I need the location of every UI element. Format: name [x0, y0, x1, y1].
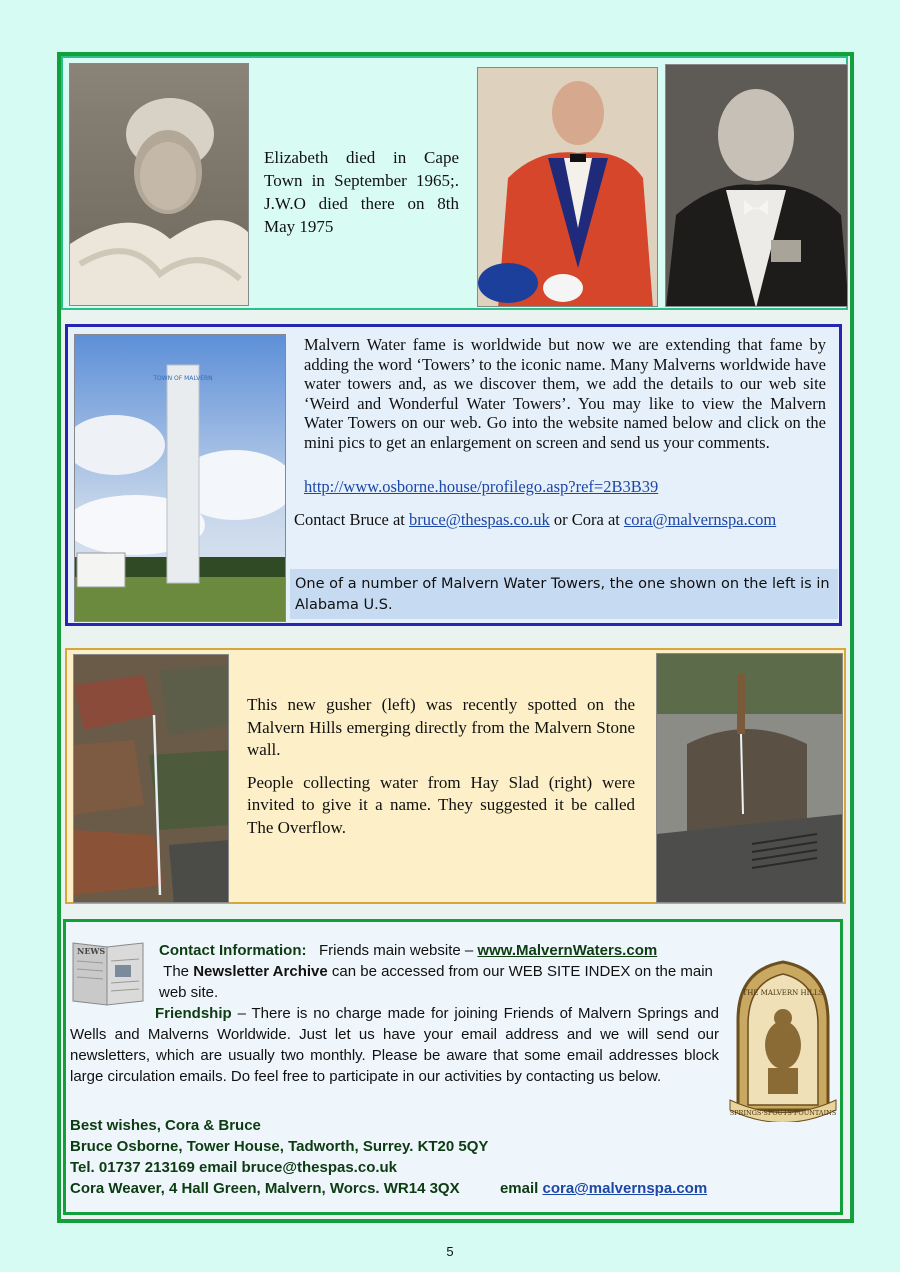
photo-gusher-wall	[73, 654, 229, 903]
bruce-tel-email: Tel. 01737 213169 email bruce@thespas.co.uk	[70, 1159, 398, 1176]
best-wishes: Best wishes, Cora & Bruce	[70, 1117, 261, 1134]
newspaper-text: NEWS	[77, 946, 106, 956]
cora-email-link[interactable]: cora@malvernspa.com	[623, 510, 777, 529]
malvern-waters-link[interactable]: www.MalvernWaters.com	[477, 942, 658, 959]
bruce-address: Bruce Osborne, Tower House, Tadworth, Surrey. KT20 5QY	[70, 1138, 489, 1155]
cora-email-link-footer[interactable]: cora@malvernspa.com	[542, 1180, 708, 1197]
water-towers-text: Malvern Water fame is worldwide but now we are extending that fame by adding the word ‘Towers’ to the iconic name. Many Malverns worldwide have water towers and, as we discover them, we add the details to our web site ‘Weird and Wonderful Water Towers’. You may like to view the Malvern Water Towers on our web. Go into the website named below and click on the mini pics to get an enlargement on screen and send us your comments.	[304, 335, 826, 452]
page-frame	[57, 52, 854, 1223]
water-towers-section	[65, 324, 842, 626]
cora-address-line	[70, 1178, 790, 1199]
gusher-paragraph: This new gusher (left) was recently spotted on the Malvern Hills emerging directly from the Malvern Stone wall.	[247, 695, 635, 759]
contact-line	[294, 510, 776, 530]
friendship-paragraph	[70, 1003, 719, 1087]
page-number: 5	[446, 1244, 454, 1259]
tower-label: TOWN OF MALVERN	[153, 375, 213, 382]
newsletter-archive: Newsletter Archive	[193, 963, 328, 980]
contact-prefix: Contact Bruce at	[294, 510, 405, 529]
gusher-section	[65, 648, 846, 904]
logo-text-bottom: SPRINGS·SPOUTS·FOUNTAINS	[729, 1109, 837, 1117]
signature-block	[70, 1115, 790, 1199]
gusher-text	[247, 694, 635, 849]
photo-hay-slad	[656, 653, 843, 903]
tower-caption: One of a number of Malvern Water Towers, the one shown on the left is in Alabama U.S.	[290, 569, 838, 619]
obituary-text: Elizabeth died in Cape Town in September 1965;. J.W.O died there on 8th May 1975	[264, 148, 459, 236]
osborne-house-link[interactable]: http://www.osborne.house/profilego.asp?ref=2B3B39	[304, 477, 659, 496]
archive-post: can be accessed from our WEB SITE INDEX on the main web site.	[159, 963, 713, 1001]
newspaper-icon	[71, 939, 145, 1007]
archive-pre: The	[163, 963, 190, 980]
photo-man-uniform	[477, 67, 658, 307]
photo-elizabeth	[69, 63, 249, 306]
contact-text: Friends main website –	[319, 942, 474, 959]
friendship-text: – There is no charge made for joining Friends of Malvern Springs and Wells and Malverns Worldwide. Just let us have your email address and we will send our newsletters, which are usually two monthly. Please be aware that some email addresses block large circulation emails. Do feel free to participate in our activities by contacting us below.	[70, 1005, 719, 1085]
photo-water-tower	[74, 334, 286, 622]
overflow-paragraph: People collecting water from Hay Slad (right) were invited to give it a name. They suggested it be called The Overflow.	[247, 772, 635, 837]
friendship-heading: Friendship	[155, 1005, 232, 1022]
contact-mid: or Cora at	[553, 510, 620, 529]
contact-heading: Contact Information:	[159, 942, 307, 959]
photo-man-tuxedo	[665, 64, 848, 307]
obituary-section	[61, 56, 848, 310]
cora-email-label: email	[499, 1180, 539, 1197]
cora-address: Cora Weaver, 4 Hall Green, Malvern, Worcs. WR14 3QX	[70, 1180, 460, 1197]
contact-intro	[159, 940, 719, 1003]
malvern-hills-logo	[728, 960, 838, 1122]
logo-text-top: THE MALVERN HILLS	[742, 989, 824, 997]
bruce-email-link[interactable]: bruce@thespas.co.uk	[409, 510, 550, 529]
contact-section	[63, 919, 843, 1215]
